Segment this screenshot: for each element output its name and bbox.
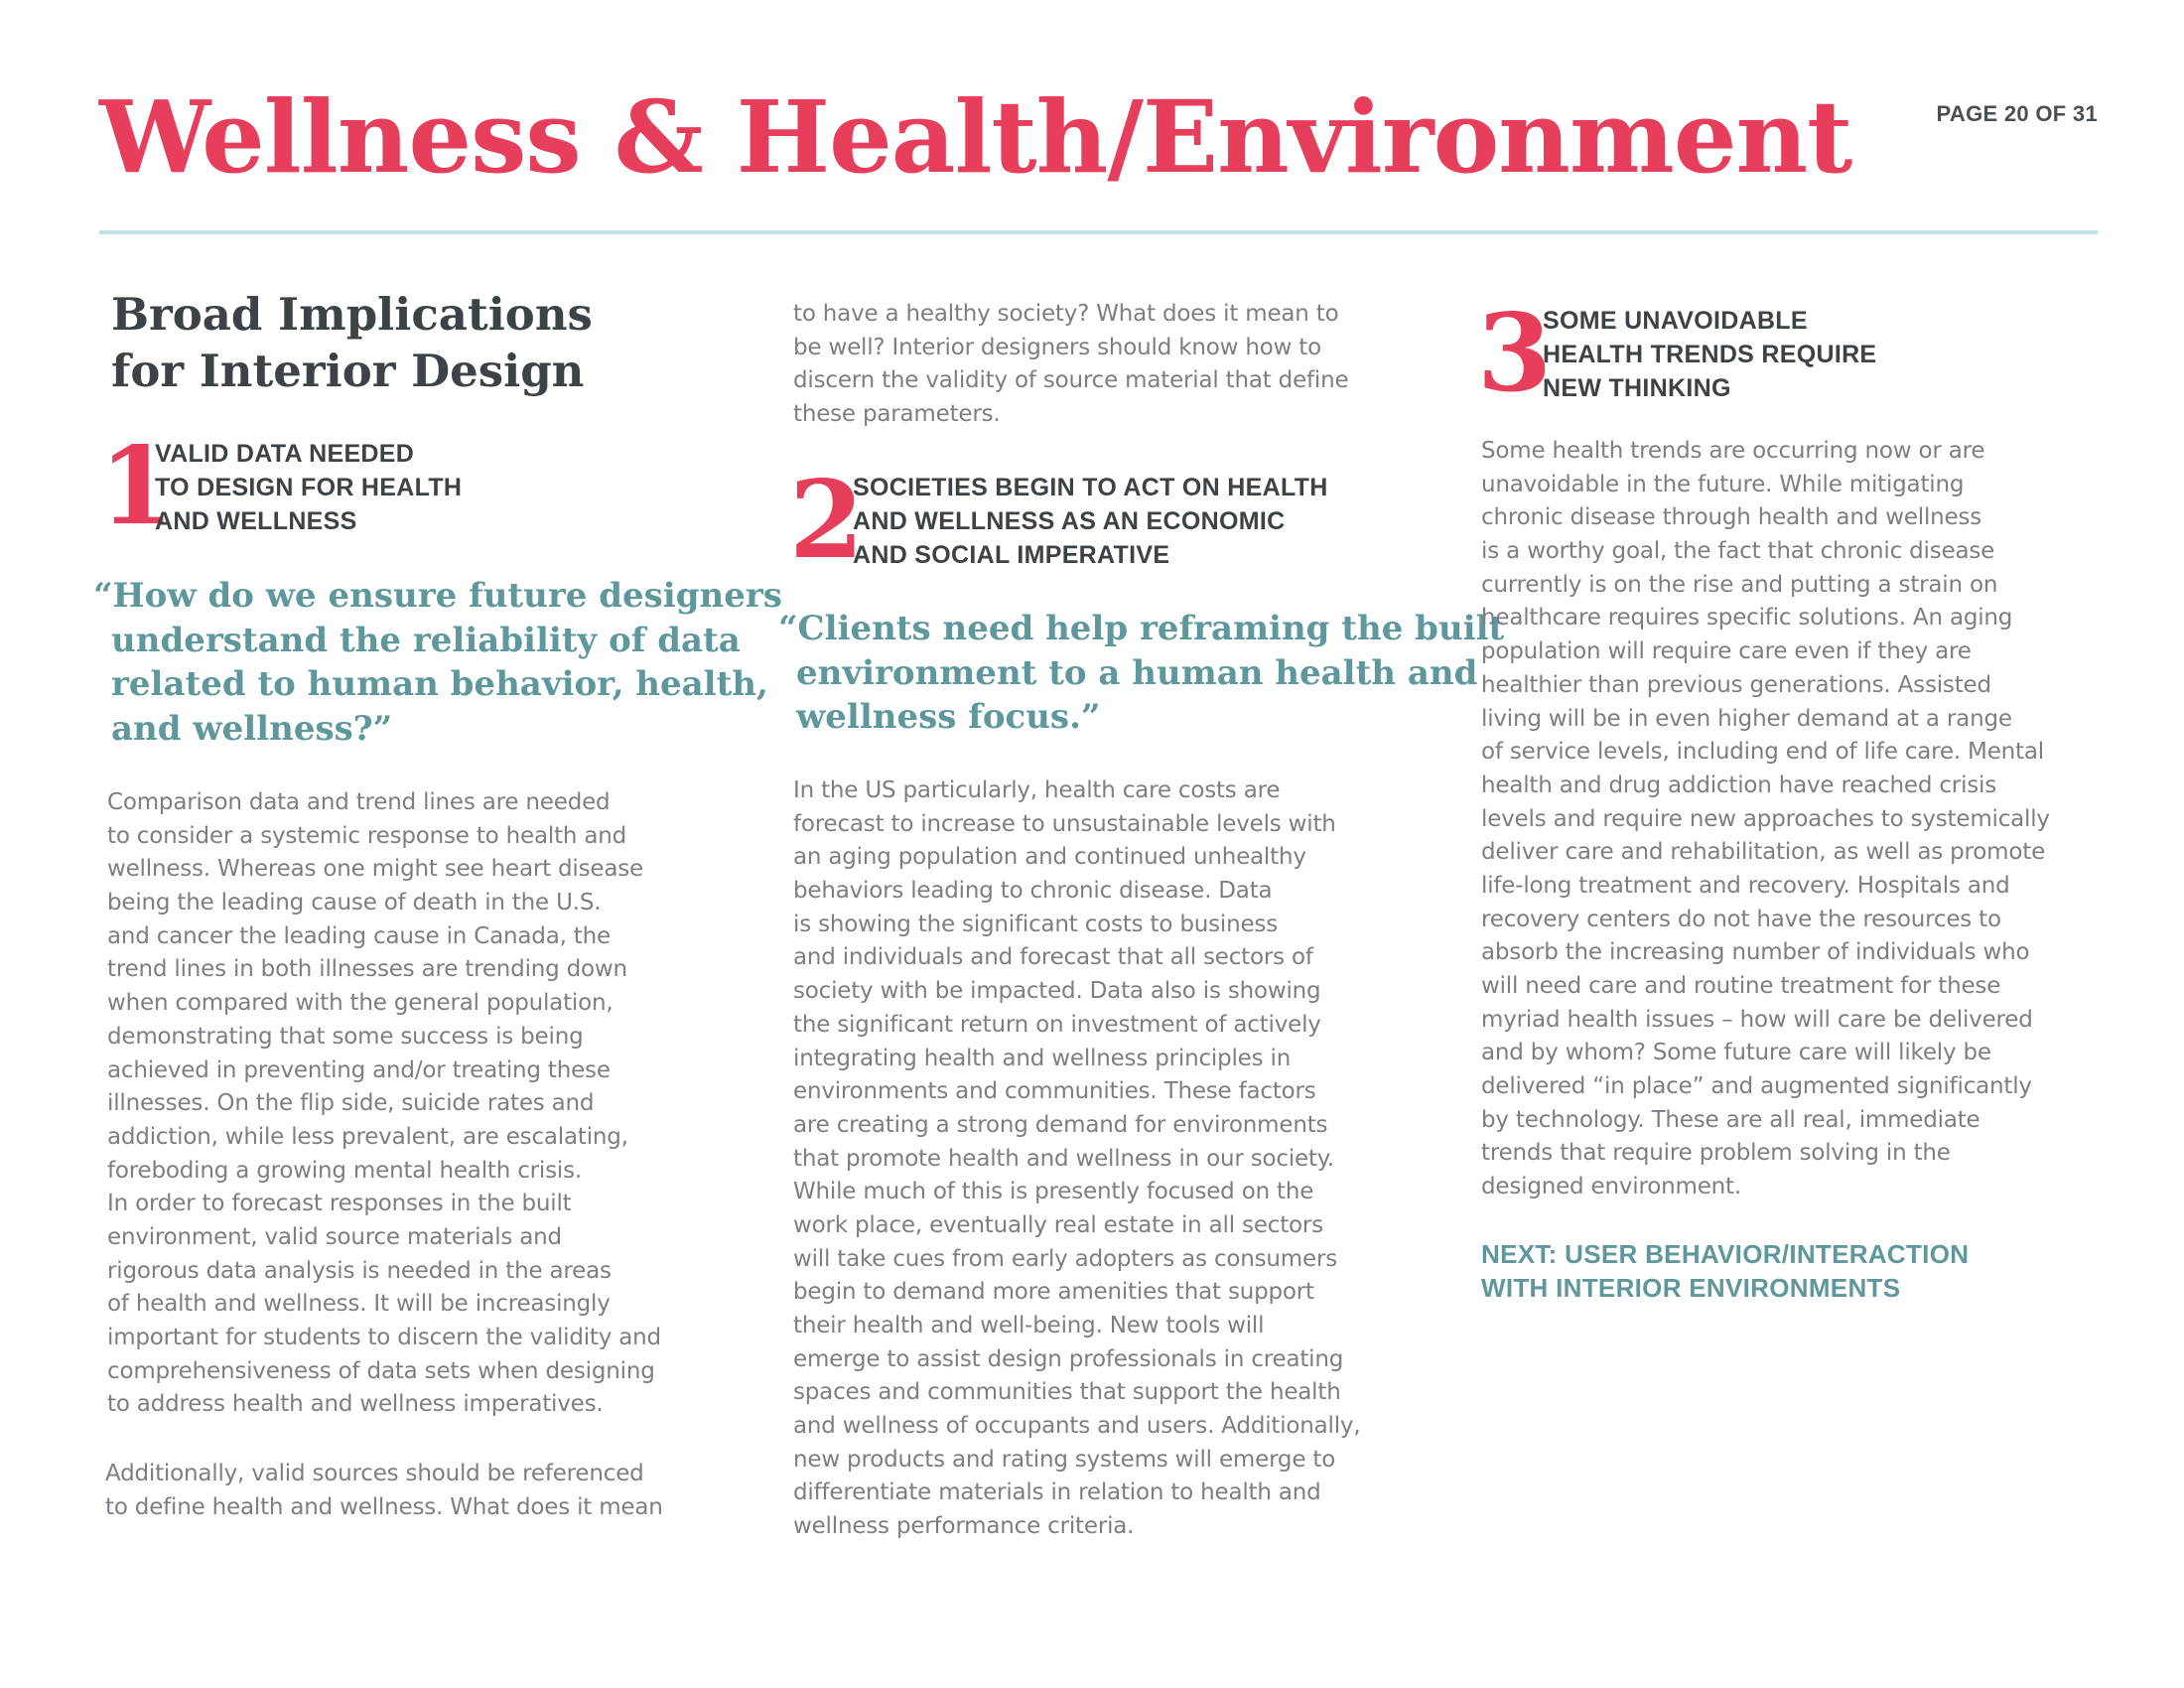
body-line: healthier than previous generations. Assisted — [1481, 671, 1991, 698]
item-title-line: HEALTH TRENDS REQUIRE — [1543, 341, 1877, 368]
quote-line: environment to a human health and — [796, 652, 1478, 693]
body-line: forecast to increase to unsustainable levels with — [793, 810, 1336, 837]
body-line: behaviors leading to chronic disease. Data — [793, 878, 1273, 905]
body-line: discern the validity of source material that define — [793, 367, 1349, 394]
body-line: wellness. Whereas one might see heart disease — [107, 856, 643, 883]
section-heading — [111, 286, 593, 399]
item-title-line: SOCIETIES BEGIN TO ACT ON HEALTH — [853, 474, 1328, 501]
body-line: achieved in preventing and/or treating these — [107, 1056, 611, 1083]
quote-line: “Clients need help reframing the built — [778, 609, 1505, 648]
body-line: illnesses. On the flip side, suicide rates and — [107, 1090, 595, 1117]
pull-quote — [93, 574, 782, 751]
body-line: is a worthy goal, the fact that chronic disease — [1481, 538, 1995, 565]
body-line: and wellness of occupants and users. Additionally, — [793, 1413, 1361, 1440]
body-line: currently is on the rise and putting a strain on — [1481, 571, 1998, 598]
body-line: emerge to assist design professionals in creating — [793, 1345, 1344, 1372]
body-line: In order to forecast responses in the built — [107, 1191, 572, 1217]
quote-line: and wellness?” — [111, 708, 393, 749]
item-title — [853, 471, 1328, 572]
body-line: delivered “in place” and augmented significantly — [1481, 1073, 2032, 1100]
next-section-link[interactable] — [1481, 1237, 1969, 1305]
body-line: chronic disease through health and wellness — [1481, 504, 1982, 531]
body-line: to address health and wellness imperatives. — [107, 1391, 604, 1418]
body-line: being the leading cause of death in the U.S. — [107, 890, 602, 916]
body-line: and individuals and forecast that all sectors of — [793, 944, 1313, 971]
body-line: to consider a systemic response to health and — [107, 822, 627, 849]
body-line: Comparison data and trend lines are needed — [107, 789, 611, 815]
body-line: levels and require new approaches to systemically — [1481, 805, 2050, 832]
item-title-line: NEW THINKING — [1543, 374, 1731, 402]
item-number: 3 — [1477, 291, 1553, 416]
body-line: foreboding a growing mental health crisis. — [107, 1157, 582, 1184]
item-title-line: TO DESIGN FOR HEALTH — [155, 474, 463, 501]
item-title-line: AND WELLNESS AS AN ECONOMIC — [853, 507, 1286, 535]
body-line: and by whom? Some future care will likely be — [1481, 1040, 1991, 1066]
item-number: 1 — [99, 424, 175, 549]
body-line: will need care and routine treatment for these — [1481, 973, 2001, 999]
body-line: that promote health and wellness in our society. — [793, 1145, 1335, 1172]
header-divider — [99, 230, 2098, 234]
body-line: these parameters. — [793, 401, 1001, 428]
body-line: living will be in even higher demand at a range — [1481, 705, 2012, 732]
body-line: an aging population and continued unhealthy — [793, 844, 1306, 871]
item-number: 2 — [789, 458, 865, 583]
item-title-line: VALID DATA NEEDED — [155, 440, 415, 468]
body-line: healthcare requires specific solutions. An aging — [1481, 605, 2013, 632]
body-line: population will require care even if they are — [1481, 638, 1972, 665]
body-line: to define health and wellness. What does it mean — [105, 1493, 663, 1520]
body-line: society with be impacted. Data also is showing — [793, 978, 1321, 1005]
quote-line: related to human behavior, health, — [111, 664, 768, 704]
body-line: health and drug addiction have reached crisis — [1481, 772, 1997, 798]
quote-line: “How do we ensure future designers — [93, 576, 782, 616]
body-line: and cancer the leading cause in Canada, the — [107, 922, 611, 949]
body-line: integrating health and wellness principles in — [793, 1045, 1292, 1071]
body-line: of service levels, including end of life care. Mental — [1481, 739, 2044, 766]
body-line: Additionally, valid sources should be referenced — [105, 1461, 644, 1486]
body-line: wellness performance criteria. — [793, 1513, 1135, 1540]
body-text — [1481, 435, 2050, 1204]
body-line: differentiate materials in relation to health and — [793, 1479, 1321, 1506]
body-line: In the US particularly, health care costs are — [793, 777, 1281, 803]
body-text-2 — [105, 1458, 663, 1524]
body-line: deliver care and rehabilitation, as well as promote — [1481, 839, 2046, 866]
body-line: trend lines in both illnesses are trending down — [107, 956, 627, 983]
body-line: designed environment. — [1481, 1174, 1741, 1200]
body-line: are creating a strong demand for environments — [793, 1111, 1328, 1138]
body-line: will take cues from early adopters as consumers — [793, 1245, 1338, 1272]
body-line: of health and wellness. It will be increasingly — [107, 1291, 611, 1318]
body-line: life-long treatment and recovery. Hospitals and — [1481, 872, 2010, 899]
body-line: environments and communities. These factors — [793, 1078, 1316, 1105]
body-line: addiction, while less prevalent, are escalating, — [107, 1123, 628, 1150]
body-line: myriad health issues – how will care be delivered — [1481, 1006, 2033, 1033]
body-line: begin to demand more amenities that support — [793, 1279, 1314, 1306]
body-line: unavoidable in the future. While mitigating — [1481, 471, 1965, 497]
body-line: environment, valid source materials and — [107, 1223, 562, 1250]
item-title — [155, 437, 462, 538]
body-line: absorb the increasing number of individuals who — [1481, 939, 2030, 966]
body-line: While much of this is presently focused on the — [793, 1179, 1314, 1205]
body-line: to have a healthy society? What does it mean to — [793, 301, 1339, 327]
next-section-line: WITH INTERIOR ENVIRONMENTS — [1481, 1273, 1901, 1303]
continued-text — [793, 298, 1348, 432]
body-line: is showing the significant costs to business — [793, 911, 1278, 937]
body-line: trends that require problem solving in the — [1481, 1140, 1951, 1167]
pull-quote — [778, 607, 1505, 740]
item-title-line: AND WELLNESS — [155, 507, 357, 535]
quote-line: understand the reliability of data — [111, 620, 741, 660]
body-line: spaces and communities that support the health — [793, 1379, 1341, 1406]
body-text — [107, 786, 661, 1422]
body-line: work place, eventually real estate in all sectors — [793, 1211, 1323, 1238]
body-line: the significant return on investment of actively — [793, 1011, 1321, 1038]
body-line: demonstrating that some success is being — [107, 1023, 584, 1050]
body-line: their health and well-being. New tools will — [793, 1313, 1265, 1338]
body-line: new products and rating systems will emerge to — [793, 1446, 1336, 1473]
item-title-line: SOME UNAVOIDABLE — [1543, 307, 1808, 335]
item-title-line: AND SOCIAL IMPERATIVE — [853, 541, 1170, 569]
quote-line: wellness focus.” — [796, 697, 1101, 737]
body-line: Some health trends are occurring now or are — [1481, 438, 1985, 464]
next-section-line: NEXT: USER BEHAVIOR/INTERACTION — [1481, 1239, 1970, 1269]
body-line: be well? Interior designers should know how to — [793, 334, 1321, 360]
section-heading-line: for Interior Design — [111, 345, 585, 397]
body-line: by technology. These are all real, immediate — [1481, 1106, 1980, 1133]
body-line: comprehensiveness of data sets when designing — [107, 1357, 655, 1384]
body-line: important for students to discern the validity and — [107, 1325, 661, 1350]
body-line: rigorous data analysis is needed in the areas — [107, 1257, 612, 1284]
page-number: PAGE 20 OF 31 — [1936, 101, 2098, 126]
item-title — [1543, 304, 1876, 405]
section-heading-line: Broad Implications — [111, 288, 593, 341]
body-text — [793, 774, 1360, 1544]
body-line: recovery centers do not have the resources to — [1481, 906, 2001, 932]
page-title: Wellness & Health/Environment — [99, 78, 1852, 196]
body-line: when compared with the general population, — [107, 990, 614, 1017]
